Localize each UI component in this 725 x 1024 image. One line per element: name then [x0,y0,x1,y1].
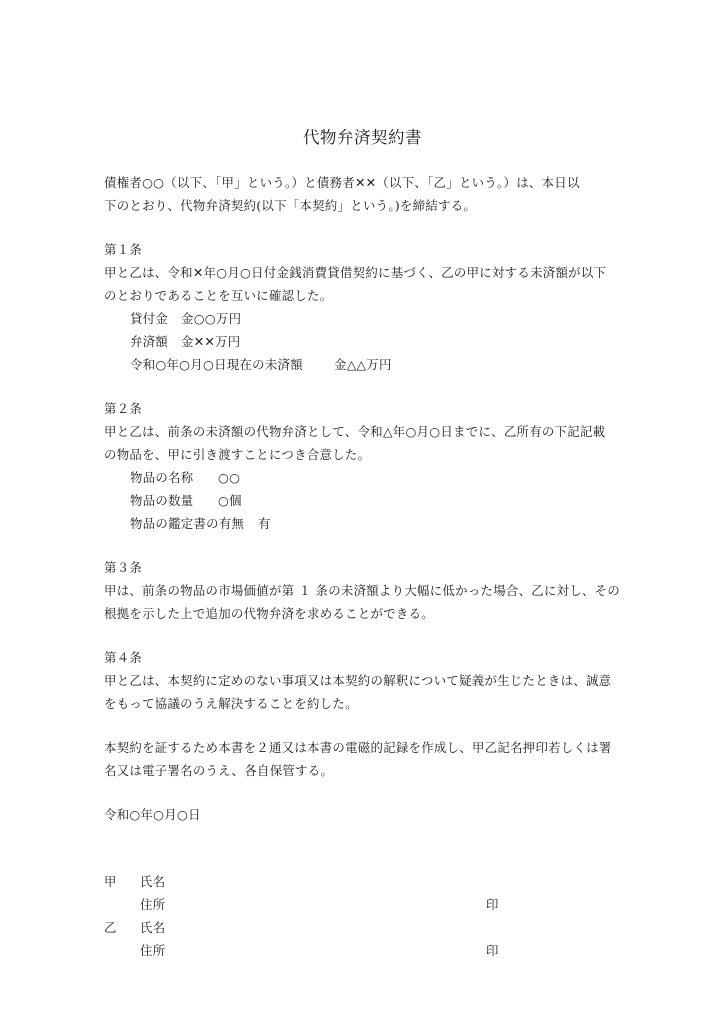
article-1-item-value: 金✕✕万円 [181,334,241,349]
article-1-heading: 第１条 [104,242,143,257]
article-2-item-value: 有 [258,516,271,531]
article-4-heading: 第４条 [104,650,143,665]
article-2-item-label: 物品の数量 [130,493,194,508]
preamble-line-2: 下のとおり、代物弁済契約(以下「本契約」という。)を締結する。 [104,198,477,213]
article-3-body-line-2: 根拠を示した上で追加の代物弁済を求めることができる。 [104,606,434,621]
article-2-item-value: ○個 [218,493,242,508]
contract-date: 令和○年○月○日 [104,807,201,822]
document-title: 代物弁済契約書 [303,128,422,147]
article-2-item-label: 物品の名称 [130,470,194,485]
article-1-item-label: 令和○年○月○日現在の未済額 [130,357,303,372]
article-2-body-line-2: の物品を、甲に引き渡すことにつき合意した。 [104,447,371,462]
article-1-item-value: 金○○万円 [181,311,242,326]
article-4-body-line-2: をもって協議のうえ解決することを約した。 [104,696,358,711]
article-4-body-line-1: 甲と乙は、本契約に定めのない事項又は本契約の解釈について疑義が生じたときは、誠意 [104,673,612,688]
party-a-label: 甲 [104,874,117,889]
article-1-body-line-1: 甲と乙は、令和✕年○月○日付金銭消費貸借契約に基づく、乙の甲に対する未済額が以下 [104,265,607,280]
closing-line-2: 名又は電子署名のうえ、各自保管する。 [104,763,334,778]
article-3-heading: 第３条 [104,560,143,575]
preamble-line-1: 債権者○○（以下、「甲」という。）と債務者✕✕（以下、「乙」という。）は、本日以 [104,175,580,190]
article-2-item-value: ○○ [218,470,241,485]
article-1-item-label: 貸付金 [130,311,169,326]
party-b-address-label: 住所 [140,943,166,958]
party-a-address-label: 住所 [140,897,166,912]
party-b-label: 乙 [104,920,117,935]
article-1-body-line-2: のとおりであることを互いに確認した。 [104,288,333,303]
article-2-body-line-1: 甲と乙は、前条の未済額の代物弁済として、令和△年○月○日までに、乙所有の下記記載 [104,424,606,439]
article-3-body-line-1: 甲は、前条の物品の市場価値が第 １ 条の未済額より大幅に低かった場合、乙に対し、その [104,583,621,598]
party-b-name-label: 氏名 [140,920,166,935]
party-a-name-label: 氏名 [140,874,166,889]
article-1-item-value: 金△△万円 [334,357,392,372]
party-a-seal: 印 [486,897,499,912]
party-b-seal: 印 [486,943,499,958]
closing-line-1: 本契約を証するため本書を２通又は本書の電磁的記録を作成し、甲乙記名押印若しくは署 [104,740,612,755]
article-1-item-label: 弁済額 [130,334,169,349]
article-2-heading: 第２条 [104,401,143,416]
article-2-item-label: 物品の鑑定書の有無 [130,516,245,531]
